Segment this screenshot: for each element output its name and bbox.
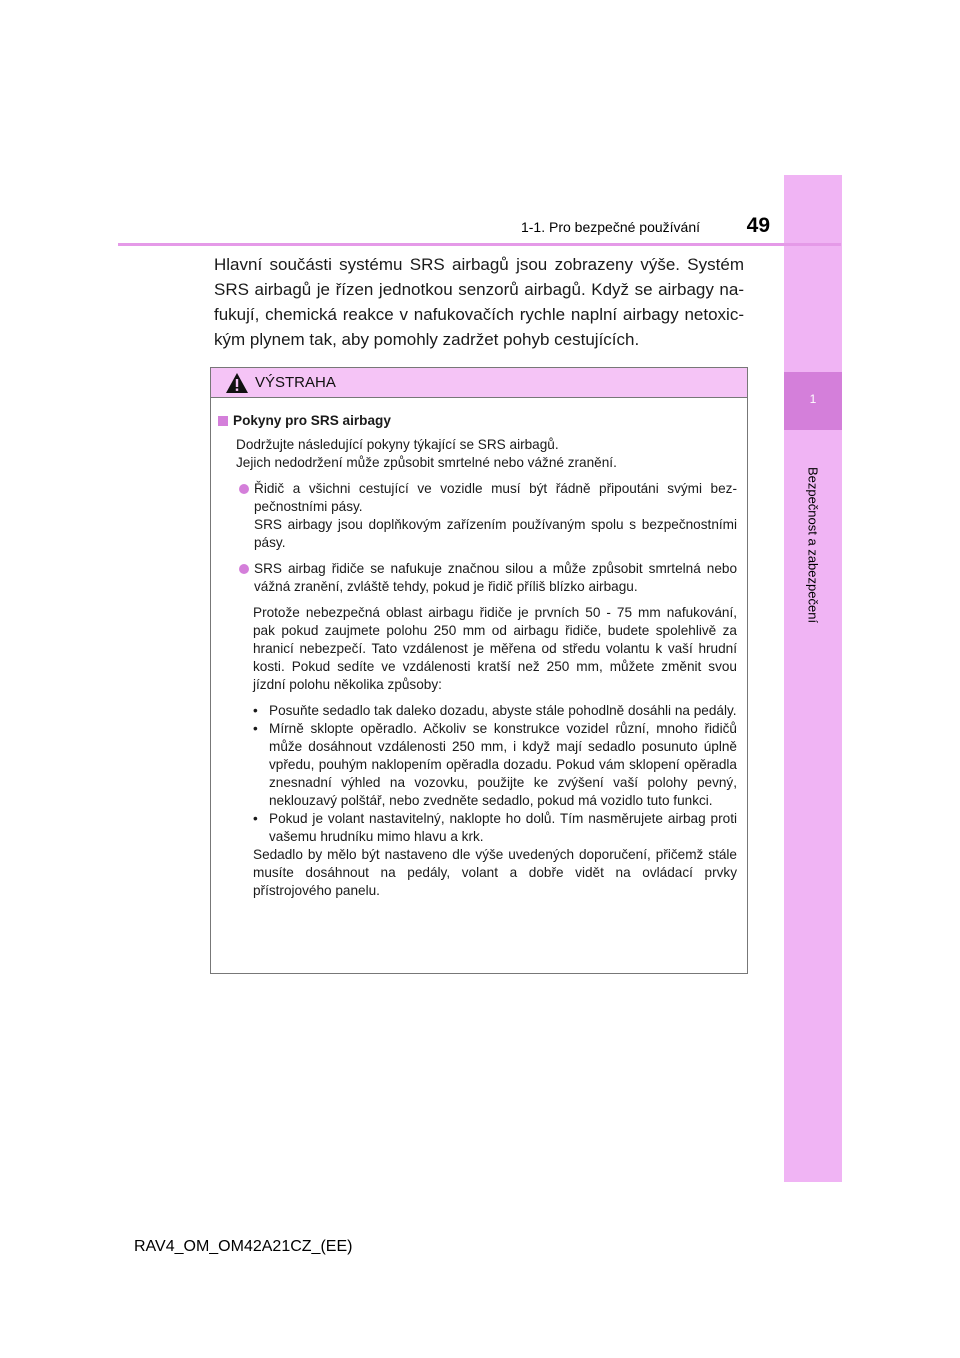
chapter-number: 1 [809,392,817,406]
warning-closing: Sedadlo by mělo být nastaveno dle výše uvedených doporučení, přičemž stále musíte dosáhnout na pedály, volant a dobře vidět na ovládací prvky přístrojového panelu. [253,847,737,898]
warning-bullet-item [239,480,737,552]
warning-bullet-text [254,480,737,552]
warning-title: VÝSTRAHA [255,374,336,391]
warning-bullet-2: SRS airbag řidiče se nafukuje značnou silou a může způsobit smrtelná nebo vážná zranění, zvláště tehdy, pokud je řidič příliš blízko airbagu. [254,561,737,594]
list-item: • Mírně sklopte opěradlo. Ačkoliv se konstrukce vozidel různí, mnoho řidičů může dosáhnout vzdálenosti 250 mm, i když mají sedadlo posunuto úplně vpředu, pouhým naklopením opěradla dozadu. Pokud vám sklopení opěradla znesnadní výhled na vozovku, použijte ke zvýšení vaší polohy pevný, neklouzavý polštář, nebo zvedněte sedadlo, pokud má vozidlo tuto funkci. [253,720,737,810]
page-number: 49 [746,214,770,237]
header-rule [118,243,841,246]
section-title: 1-1. Pro bezpečné používání [520,219,700,235]
warning-lead-line-2: Jejich nedodržení může způsobit smrtelné nebo vážné zranění. [236,455,617,470]
warning-bullet-1-line-1: Řidič a všichni cestující ve vozidle musí být řádně připoutáni svými bezpečnostními pásy. [254,481,737,514]
warning-bullet-item [239,560,737,596]
warning-topic-text: Pokyny pro SRS airbagy [233,413,391,428]
round-bullet-icon [239,564,249,574]
warning-tip-list [253,702,737,846]
intro-paragraph: Hlavní součásti systému SRS airbagů jsou zobrazeny výše. Systém SRS airbagů je řízen jednotkou senzorů airbagů. Když se airbagy nafukují, chemická reakce v nafukovačích rychle naplní airbagy netoxickým plynem tak, aby pomohly zadržet pohyb cestujících. [214,255,744,349]
chapter-title: Bezpečnost a zabezpečení [805,466,821,624]
square-bullet-icon [218,416,228,426]
warning-paragraph: Protože nebezpečná oblast airbagu řidiče je prvních 50 - 75 mm nafukování, pak pokud zaujmete polohu 250 mm od airbagu řidiče, budete spolehlivě za hranicí nebezpečí. Tato vzdálenost je měřena od středu volantu k vaší hrudní kosti. Pokud sedíte ve vzdálenosti kratší než 250 mm, můžete změnit svou jízdní polohu několika způsoby: [253,605,737,692]
document-id: RAV4_OM_OM42A21CZ_(EE) [134,1238,353,1255]
warning-body [211,398,747,900]
round-bullet-icon [239,484,249,494]
chapter-side-tab [784,175,842,1182]
warning-box [210,367,748,974]
list-item: • Pokud je volant nastavitelný, naklopte ho dolů. Tím nasměrujete airbag proti vašemu hrudníku mimo hlavu a krk. [253,810,737,846]
warning-bullet-1-line-2: SRS airbagy jsou doplňkovým zařízením používaným spolu s bezpečnostními pásy. [254,517,737,550]
list-item: • Posuňte sedadlo tak daleko dozadu, abyste stále pohodlně dosáhli na pedály. [253,702,737,720]
warning-lead-line-1: Dodržujte následující pokyny týkající se SRS airbagů. [236,437,559,452]
warning-topic [218,412,737,430]
warning-triangle-icon [225,372,249,394]
warning-header [211,368,747,398]
